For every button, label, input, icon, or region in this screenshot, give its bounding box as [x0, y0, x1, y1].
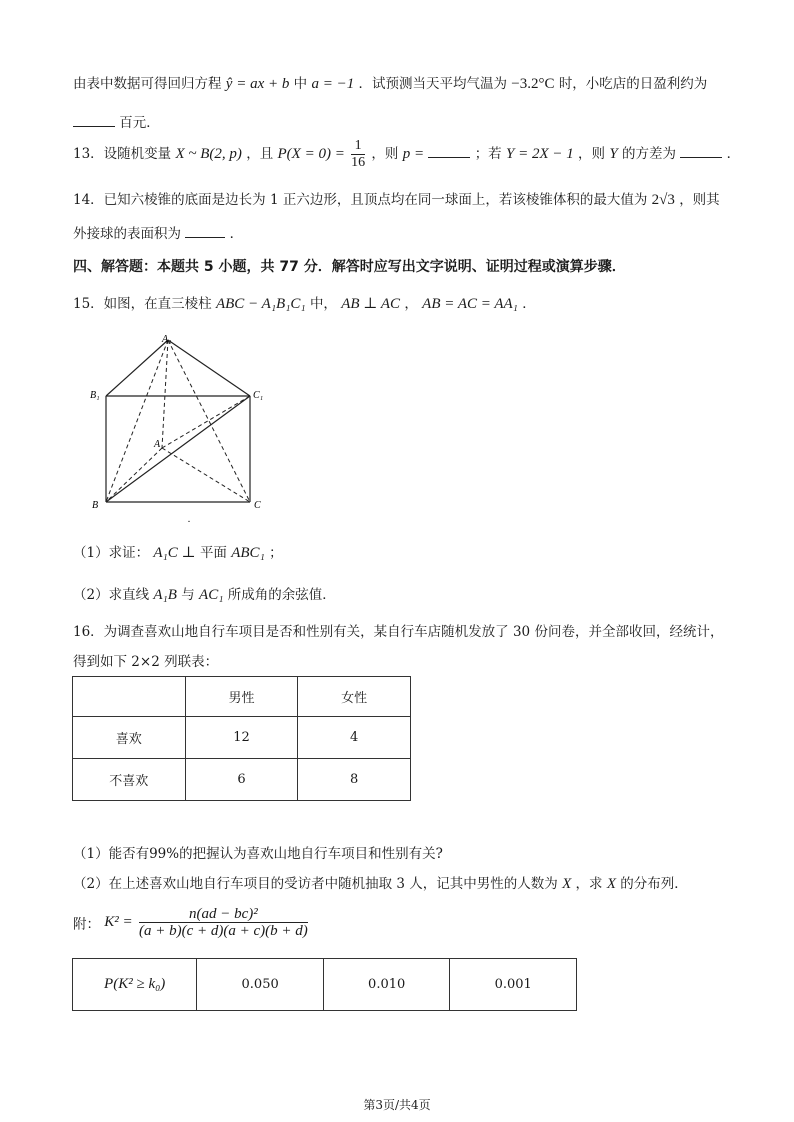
- text-segment: 中: [293, 76, 308, 92]
- text-segment: （2）求直线: [73, 587, 150, 603]
- text-segment: ；: [269, 545, 283, 561]
- text-segment: ．试预测当天平均气温为: [358, 76, 507, 92]
- fraction-denominator: 16: [351, 155, 366, 170]
- text-segment: ．: [726, 146, 741, 162]
- table-cell: 12: [185, 717, 298, 759]
- text-segment: 的分布列．: [620, 876, 688, 892]
- text-segment: 与: [181, 587, 195, 603]
- question-16: 16．为调查喜欢山地自行车项目是否和性别有关，某自行车店随机发放了 30 份问卷，并全部收回，经统计，: [73, 624, 724, 640]
- text-segment: 时，小吃店的日盈利约为: [558, 76, 708, 92]
- question-13: [73, 138, 740, 171]
- text-segment: ，且: [246, 146, 274, 162]
- formula-line: [73, 906, 310, 939]
- math-y: Y: [609, 146, 618, 162]
- table-row: [73, 959, 577, 1011]
- text-segment: （1）求证：: [73, 545, 150, 561]
- table-cell: 0.050: [197, 959, 324, 1011]
- text-segment: ．: [229, 226, 244, 242]
- text-segment: 由表中数据可得回归方程: [73, 76, 222, 92]
- answer-blank[interactable]: [185, 225, 225, 238]
- answer-blank[interactable]: [680, 145, 722, 158]
- label-c1: C₁: [253, 390, 264, 401]
- math-segment: AC₁: [199, 587, 224, 603]
- math-volume: 2√3: [651, 192, 675, 208]
- table-cell: 男性: [185, 677, 298, 717]
- table-row: [73, 717, 411, 759]
- math-x: X: [562, 876, 572, 892]
- text-segment: 中，: [309, 296, 337, 312]
- label-b1: B₁: [90, 390, 100, 401]
- critical-value-table: [72, 958, 577, 1011]
- text-segment: （2）在上述喜欢山地自行车项目的受访者中随机抽取 3 人，记其中男性的人数为: [73, 876, 558, 892]
- table-cell: 4: [298, 717, 411, 759]
- text-segment: 15．如图，在直三棱柱: [73, 296, 212, 312]
- table-row: [73, 677, 411, 717]
- question-16-cont: 得到如下 2×2 列联表：: [73, 654, 219, 670]
- table-cell: 0.001: [450, 959, 577, 1011]
- page-footer: 第3页/共4页: [363, 1098, 431, 1112]
- label-a1: A₁: [162, 334, 172, 345]
- text-segment: 14．已知六棱锥的底面是边长为 1 正六边形，且顶点均在同一球面上，若该棱锥体积的最大值为: [73, 192, 648, 208]
- table-cell: [73, 677, 186, 717]
- math-prism: ABC − A₁B₁C₁: [215, 296, 306, 312]
- math-segment: A₁C ⊥: [153, 545, 196, 561]
- question-16-part2: [73, 872, 688, 893]
- question-14-cont: [73, 222, 243, 242]
- table-cell: 0.010: [323, 959, 450, 1011]
- question-14: [73, 188, 720, 209]
- prism-figure: [86, 330, 276, 530]
- math-probability: P(X = 0) =: [277, 146, 345, 162]
- math-p: p =: [402, 146, 425, 162]
- math-distribution: X ~ B(2, p): [175, 146, 242, 162]
- text-segment: 所成角的余弦值．: [227, 587, 336, 603]
- text-segment: ，则: [371, 146, 399, 162]
- label-b: B: [92, 500, 99, 511]
- text-segment: ，求: [575, 876, 603, 892]
- question-15: [73, 292, 536, 313]
- text-segment: 13．设随机变量: [73, 146, 172, 162]
- section-heading: 四、解答题：本题共 5 小题，共 77 分．解答时应写出文字说明、证明过程或演算步骤．: [73, 259, 626, 275]
- fraction-denominator: (a + b)(c + d)(a + c)(b + d): [138, 923, 308, 939]
- text-segment: 附：: [73, 916, 100, 933]
- question-15-part1: [73, 541, 283, 562]
- text-line-regression: [73, 72, 707, 93]
- answer-blank[interactable]: [73, 114, 115, 127]
- math-x: X: [606, 876, 616, 892]
- text-segment: ，则其: [679, 192, 720, 208]
- text-segment: 百元．: [119, 115, 160, 131]
- text-segment: 的方差为: [621, 146, 676, 162]
- table-row: [73, 759, 411, 801]
- fraction: [351, 138, 365, 171]
- table-cell: 6: [185, 759, 298, 801]
- math-segment: ABC₁: [231, 545, 265, 561]
- math-temperature: −3.2°C: [511, 76, 555, 92]
- table-cell: P(K² ≥ k₀): [73, 959, 197, 1011]
- contingency-table: [72, 676, 411, 801]
- fraction-numerator: n(ad − bc)²: [139, 906, 308, 923]
- math-equal: AB = AC = AA₁: [422, 296, 518, 312]
- question-16-part1: （1）能否有99%的把握认为喜欢山地自行车项目和性别有关?: [73, 846, 443, 862]
- k2-fraction: [139, 906, 308, 939]
- text-segment: ，: [404, 296, 418, 312]
- math-k2: K² =: [104, 914, 133, 930]
- figure-dot: .: [188, 514, 191, 525]
- table-cell: 不喜欢: [73, 759, 186, 801]
- answer-blank[interactable]: [428, 145, 470, 158]
- math-y-def: Y = 2X − 1: [505, 146, 574, 162]
- math-perp: AB ⊥ AC: [341, 296, 401, 312]
- label-a: A: [154, 439, 161, 450]
- fraction-numerator: 1: [351, 138, 365, 155]
- label-c: C: [254, 500, 261, 511]
- math-segment: A₁B: [153, 587, 177, 603]
- math-a-value: a = −1: [311, 76, 355, 92]
- text-segment: ，则: [578, 146, 606, 162]
- question-15-part2: [73, 583, 336, 604]
- text-segment: 平面: [199, 545, 227, 561]
- table-cell: 喜欢: [73, 717, 186, 759]
- text-line-answer-blank: [73, 111, 160, 131]
- text-segment: ．: [522, 296, 536, 312]
- table-cell: 8: [298, 759, 411, 801]
- text-segment: 外接球的表面积为: [73, 226, 181, 242]
- table-cell: 女性: [298, 677, 411, 717]
- math-regression: ŷ = ax + b: [225, 76, 290, 92]
- text-segment: ；若: [474, 146, 502, 162]
